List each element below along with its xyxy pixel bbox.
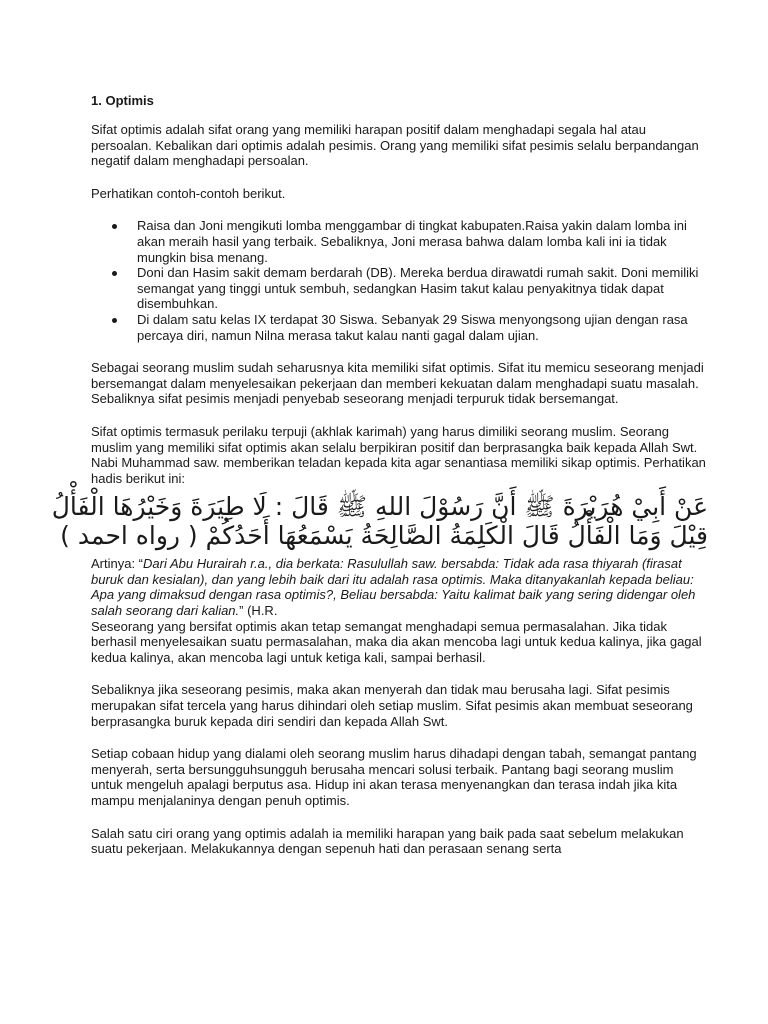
- translation-label: Artinya: “: [91, 556, 144, 572]
- hadith-line-2: قِيْلَ وَمَا الْفَأْلُ قَالَ الْكَلِمَةُ الصَّالِحَةُ يَسْمَعُهَا أَحَدُكُمْ ( رواه احمد ): [60, 521, 708, 551]
- section-heading: 1. Optimis: [91, 93, 154, 108]
- examples-list: [91, 218, 708, 343]
- list-item: Di dalam satu kelas IX terdapat 30 Siswa. Sebanyak 29 Siswa menyongsong ujian dengan rasa percaya diri, namun Nilna merasa takut kalau nanti gagal dalam ujian.: [137, 312, 708, 343]
- hadith-line-1: عَنْ أَبِيْ هُرَيْرَةَ ﷺ أَنَّ رَسُوْلَ اللهِ ﷺ قَالَ : لَا طِيَرَةَ وَخَيْرُهَا الْفَأْلُ: [51, 492, 708, 522]
- paragraph-trials: Setiap cobaan hidup yang dialami oleh seorang muslim harus dihadapi dengan tabah, semangat pantang menyerah, serta bersungguhsungguh berusaha mencari solusi terbaik. Pantang bagi seorang muslim untuk mengeluh apalagi berputus asa. Hidup ini akan terasa menyenangkan dan terasa indah jika kita mampu menjalaninya dengan penuh optimis.: [91, 746, 697, 808]
- translation-source: ” (H.R.: [239, 603, 278, 619]
- paragraph-persistence: Seseorang yang bersifat optimis akan tetap semangat menghadapi semua permasalahan. Jika tidak berhasil menyelesaikan suatu permasalahan, maka dia akan mencoba lagi untuk kedua kalinya, jika gagal kedua kalinya, akan mencoba lagi untuk ketiga kali, sampai berhasil.: [91, 618, 702, 665]
- hadith-arabic-text: [51, 492, 708, 551]
- translation-text: Dari Abu Hurairah r.a., dia berkata: Rasulullah saw. bersabda: Tidak ada rasa thiyarah (firasat buruk dan kesialan), dan yang lebih baik dari itu adalah rasa optimis. Maka ditanyakanlah kepada beliau: Apa yang dimaksud dengan rasa optimis?, Beliau bersabda: Yaitu kalimat baik yang sering didengar oleh salah seorang dari kalian.: [91, 556, 696, 619]
- paragraph-examples-intro: Perhatikan contoh-contoh berikut.: [91, 185, 286, 201]
- paragraph-akhlak-karimah: Sifat optimis termasuk perilaku terpuji (akhlak karimah) yang harus dimiliki seorang muslim. Seorang muslim yang memiliki sifat optimis akan selalu berpikiran positif dan berprasangka baik kepada Allah Swt. Nabi Muhammad saw. memberikan teladan kepada kita agar senantiasa memiliki sikap optimis. Perhatikan hadis berikut ini:: [91, 423, 706, 486]
- paragraph-definition: Sifat optimis adalah sifat orang yang memiliki harapan positif dalam menghadapi segala hal atau persoalan. Kebalikan dari optimis adalah pesimis. Orang yang memiliki sifat pesimis selalu berpandangan negatif dalam menghadapi persoalan.: [91, 122, 699, 169]
- paragraph-muslim-optimism: Sebagai seorang muslim sudah seharusnya kita memiliki sifat optimis. Sifat itu memicu seseorang menjadi bersemangat dalam menyelesaikan pekerjaan dan memberi kekuatan dalam menghadapi suatu masalah. Sebaliknya sifat pesimis menjadi penyebab seseorang menjadi terpuruk tidak bersemangat.: [91, 360, 704, 407]
- paragraph-pessimism: Sebaliknya jika seseorang pesimis, maka akan menyerah dan tidak mau berusaha lagi. Sifat pesimis merupakan sifat tercela yang harus dihindari oleh setiap muslim. Sifat pesimis akan membuat seseorang berprasangka buruk kepada diri sendiri dan kepada Allah Swt.: [91, 682, 693, 729]
- list-item: Doni dan Hasim sakit demam berdarah (DB). Mereka berdua dirawatdi rumah sakit. Doni memiliki semangat yang tinggi untuk sembuh, sedangkan Hasim takut kalau penyakitnya tidak dapat disembuhkan.: [137, 265, 708, 312]
- list-item: Raisa dan Joni mengikuti lomba menggambar di tingkat kabupaten.Raisa yakin dalam lomba ini akan meraih hasil yang terbaik. Sebaliknya, Joni merasa bahwa dalam lomba kali ini ia tidak mungkin bisa menang.: [137, 218, 708, 265]
- hadith-translation: [91, 556, 708, 618]
- paragraph-hope: Salah satu ciri orang yang optimis adalah ia memiliki harapan yang baik pada saat sebelum melakukan suatu pekerjaan. Melakukannya dengan sepenuh hati dan perasaan senang serta: [91, 825, 684, 857]
